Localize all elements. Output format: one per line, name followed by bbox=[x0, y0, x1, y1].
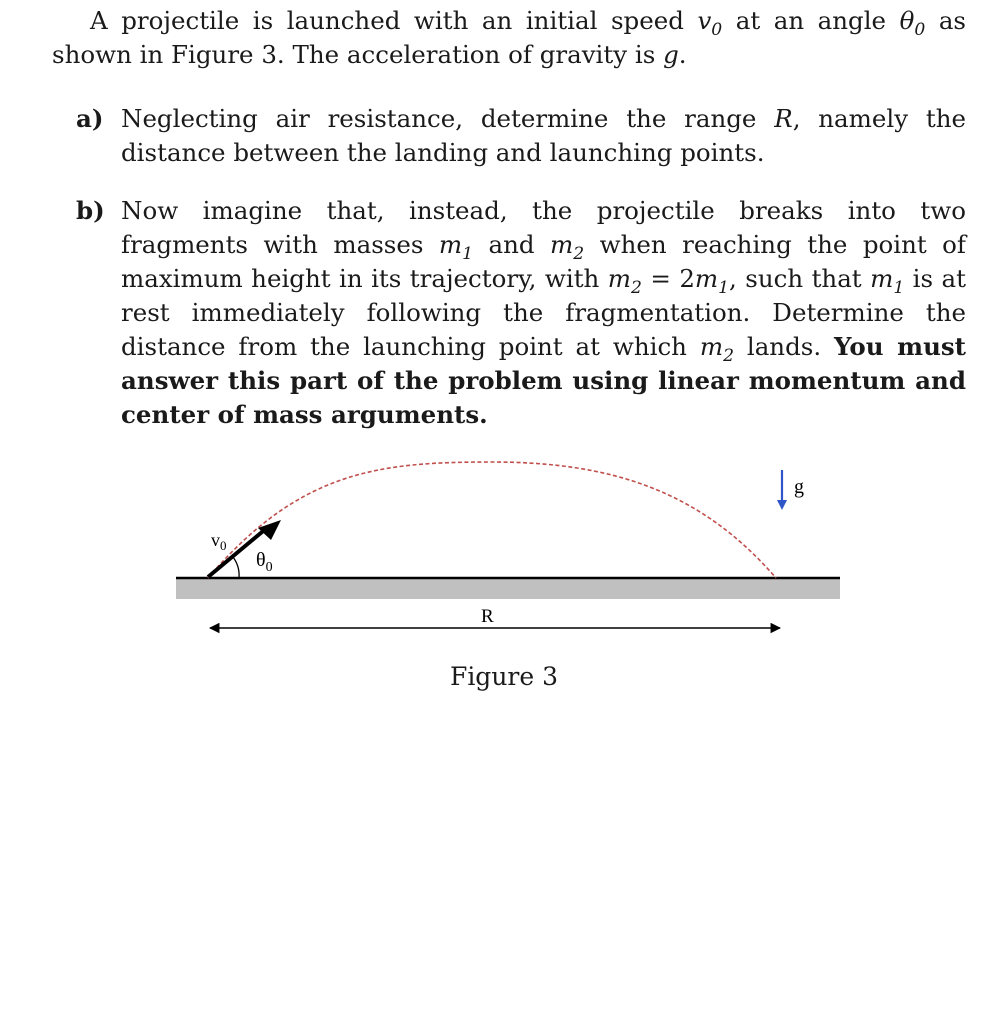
figure-caption: Figure 3 bbox=[449, 662, 559, 691]
part-b-bold-instruction: You must answer this part of the problem using linear momentum and center of mass arguments. bbox=[121, 332, 966, 429]
v0-symbol: $v_0$ bbox=[697, 6, 723, 40]
part-b-label: b) bbox=[76, 196, 105, 225]
trajectory-dashed bbox=[208, 462, 776, 578]
theta0-arc bbox=[233, 557, 239, 578]
theta0-symbol: $\theta_0$ bbox=[899, 6, 926, 40]
intro-text-2: at an angle bbox=[722, 6, 900, 35]
g-symbol: g bbox=[663, 40, 679, 69]
g-label: g bbox=[794, 476, 804, 498]
v0-arrowhead bbox=[258, 520, 281, 540]
part-b-text: Now imagine that, instead, the projectile breaks into two fragments with masses $m_1$ and $m_2$ when reaching the point of maximum height in its trajectory, with $m_2 = 2m_1$, such that $m_1$ is at rest immediately following the fragmentation. Determine the distance from the launching point at which $m_2$ lands. You must answer this part of the problem using linear momentum and center of mass arguments. bbox=[121, 196, 966, 429]
gravity-arrowhead bbox=[777, 500, 787, 510]
R-label: R bbox=[481, 606, 494, 627]
intro-text-1: A projectile is launched with an initial speed bbox=[90, 6, 698, 35]
part-a-text: Neglecting air resistance, determine the range R, namely the distance between the landing and launching points. bbox=[121, 104, 967, 167]
problem-intro: A projectile is launched with an initial speed $v_0$ at an angle $\theta_0$ as shown in Figure 3. The acceleration of gravity is g. bbox=[52, 6, 967, 69]
R-symbol: R bbox=[774, 104, 793, 133]
part-a-label: a) bbox=[76, 104, 104, 133]
v0-label: $v_0$ bbox=[211, 530, 227, 553]
intro-text-3: as shown in Figure 3. The acceleration of gravity is bbox=[52, 6, 967, 69]
ground bbox=[176, 578, 840, 599]
theta0-label: $\theta_0$ bbox=[256, 549, 273, 575]
